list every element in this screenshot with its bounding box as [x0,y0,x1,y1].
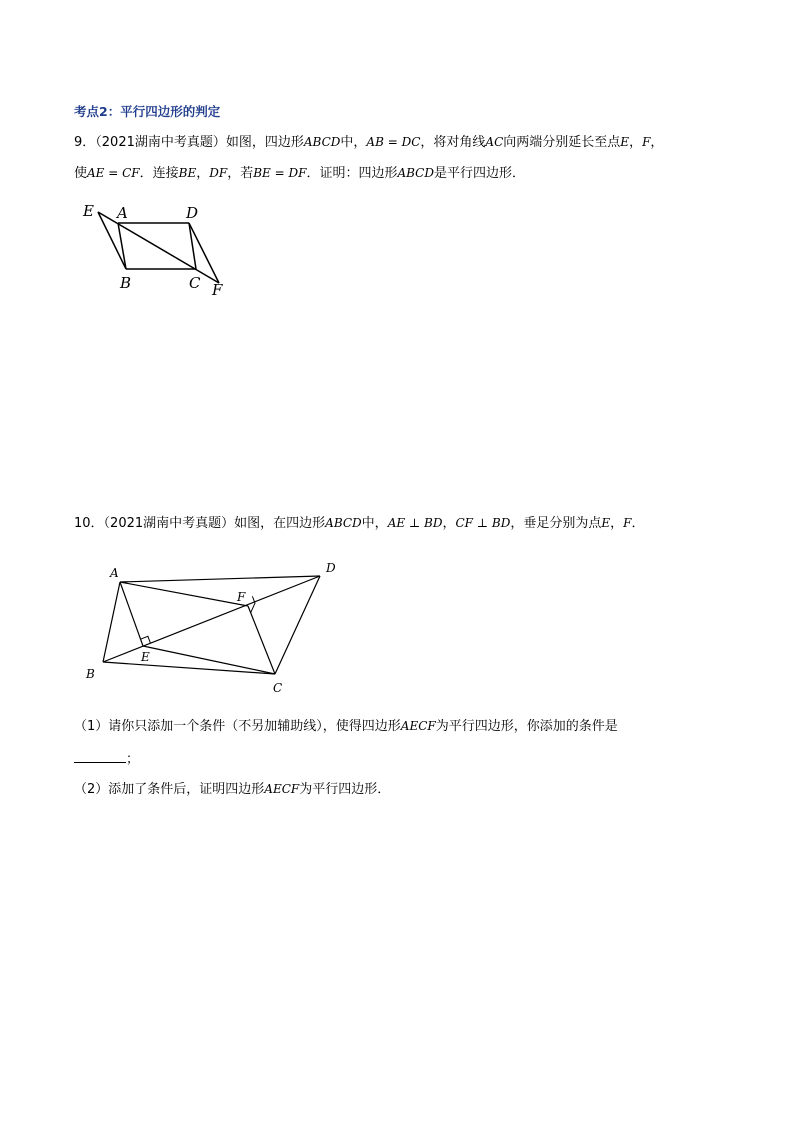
q9-math: E [620,135,630,149]
q10-math: CF ⊥ BD [455,516,511,530]
q9-math: ABCD [397,166,434,180]
q10-math: F [623,516,632,530]
q10-text: ， [610,516,624,531]
q10-number: 10． [74,516,104,531]
q9-math: ABCD [303,135,341,149]
q9-text: 如图，四边形 [225,135,304,150]
q10-label-e: E [141,650,150,664]
q10-part1-line2 [74,750,139,768]
q10-label-f: F [237,590,246,604]
section-title: 平行四边形的判定 [120,104,221,119]
q10-segment-ae [120,582,143,646]
q9-math: F [642,135,651,149]
q10-part1-math: AECF [400,719,436,733]
q9-source: （2021湖南中考真题） [95,135,226,150]
q10-label-a: A [110,566,119,580]
q10-text: ． [631,516,645,531]
q10-label-c: C [273,681,283,695]
q10-part2-math: AECF [264,782,300,796]
q10-text: 中， [361,516,388,531]
q9-number: 9． [74,135,96,150]
answer-blank[interactable] [74,750,126,763]
q9-text: ， [650,135,664,150]
q10-math: ABCD [325,516,362,530]
q9-label-a: A [117,204,128,222]
q9-label-b: B [120,274,132,292]
q9-text: ， [196,166,210,181]
q10-segment-ab [103,582,120,662]
q10-segment-bd [103,576,320,662]
q9-text: ，若 [227,166,254,181]
q10-text: 如图，在四边形 [234,516,326,531]
q9-label-e: E [83,202,94,220]
q10-segment-af [120,582,248,606]
q10-label-b: B [86,667,95,681]
q9-math: BE [178,166,197,180]
q10-math: E [601,516,611,530]
q10-part2-text: 为平行四边形． [299,782,391,797]
q9-text: 是平行四边形． [433,166,525,181]
q10-text: ， [442,516,456,531]
q10-part2-text: （2）添加了条件后，证明四边形 [74,782,265,797]
q9-math: AC [485,135,504,149]
q9-text: ．连接 [139,166,179,181]
q10-right-angle-f [251,596,255,613]
section-label: 考点2： [74,104,121,119]
q9-math: AE = CF [87,166,140,180]
q10-part1-text: 为平行四边形，你添加的条件是 [435,719,618,734]
q9-label-f: F [212,281,223,299]
q10-source: （2021湖南中考真题） [103,516,235,531]
q9-label-c: C [189,274,201,292]
q10-segment-ad [120,576,320,582]
q10-text: ，垂足分别为点 [510,516,602,531]
q10-part1-text: ； [126,752,140,767]
q9-text: ．证明：四边形 [306,166,398,181]
q10-label-d: D [326,561,336,575]
q9-label-d: D [186,204,199,222]
q10-part1-text: （1）请你只添加一个条件（不另加辅助线），使得四边形 [74,719,401,734]
q10-math: AE ⊥ BD [387,516,443,530]
q9-text: 中， [340,135,367,150]
q9-math: DF [209,166,228,180]
q10-segment-cf [248,606,275,674]
q10-part1-line1 [74,718,618,735]
q9-text: 向两端分别延长至点 [503,135,621,150]
q10-part2 [74,781,390,798]
q9-text: ， [629,135,643,150]
q9-text: ，将对角线 [420,135,486,150]
q9-math: AB = DC [366,135,421,149]
q9-math: BE = DF [253,166,307,180]
q9-text: 使 [74,166,88,181]
